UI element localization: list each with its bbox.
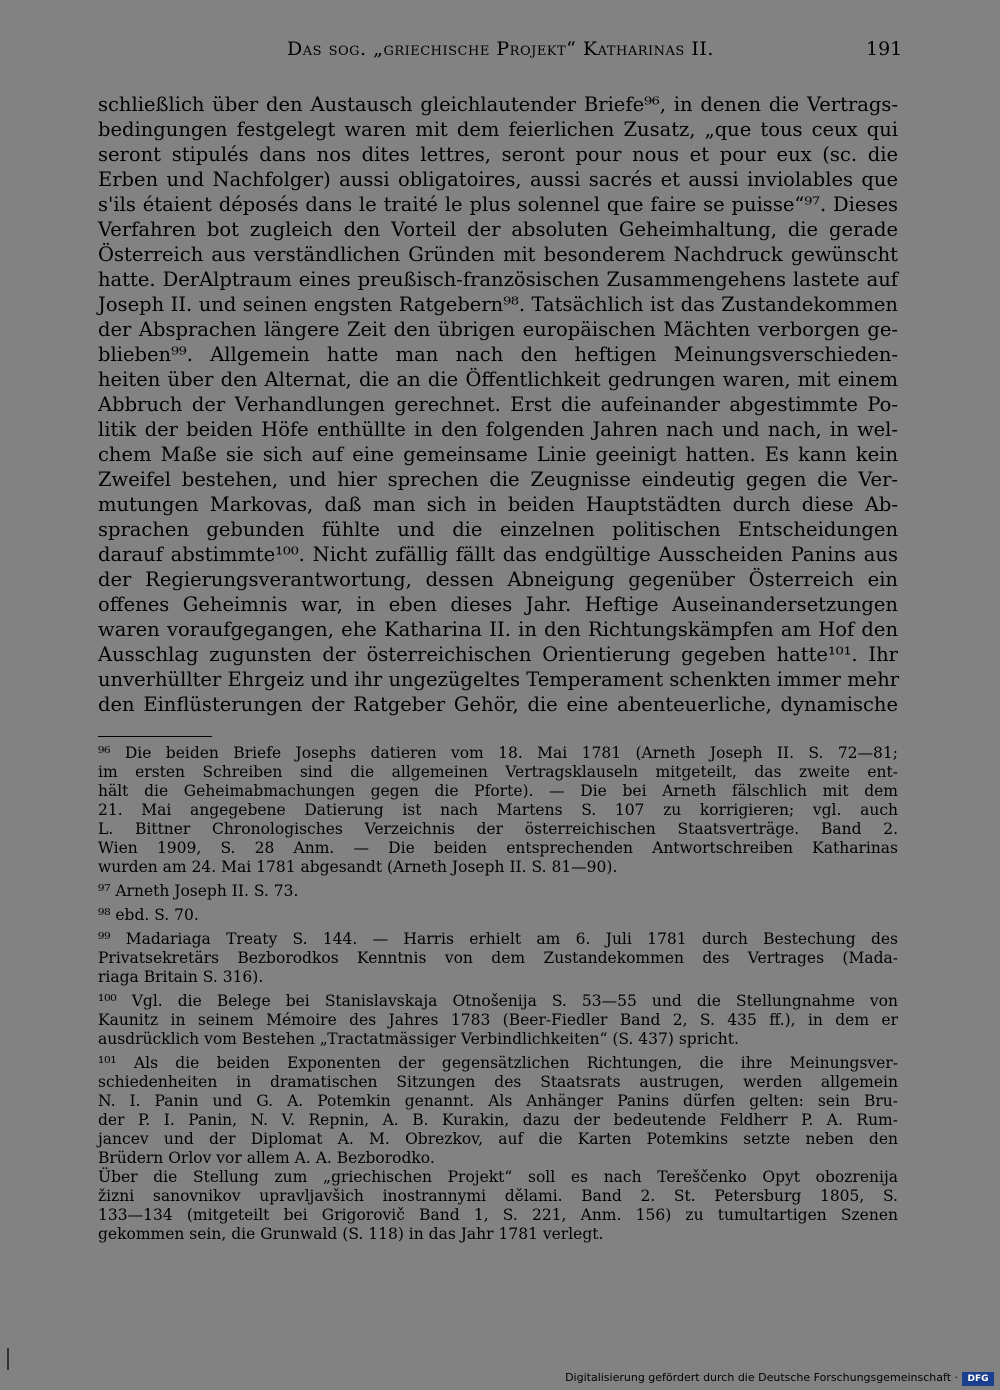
footnote-line: der P. I. Panin, N. V. Repnin, A. B. Kurakin, dazu der bedeutende Feldherr P. A. Rum-: [98, 1111, 898, 1129]
footnote-101: [98, 1054, 898, 1244]
footnote-line: ⁹⁷ Arneth Joseph II. S. 73.: [98, 882, 299, 900]
page-number: 191: [866, 38, 903, 60]
body-line: der Regierungsverantwortung, dessen Abneigung gegenüber Österreich ein: [98, 568, 898, 591]
body-line: heiten über den Alternat, die an die Öffentlichkeit gedrungen waren, mit einem: [98, 368, 898, 391]
footnote-line: Wien 1909, S. 28 Anm. — Die beiden entsprechenden Antwortschreiben Katharinas: [98, 839, 898, 857]
body-line: den Einflüsterungen der Ratgeber Gehör, die eine abenteuerliche, dynamische: [98, 693, 898, 716]
running-header: [0, 38, 1000, 68]
footnote-line: wurden am 24. Mai 1781 abgesandt (Arneth Joseph II. S. 81—90).: [98, 858, 618, 876]
body-line: Erben und Nachfolger) aussi obligatoires, aussi sacrés et aussi inviolables que: [98, 168, 898, 191]
body-line: s'ils étaient déposés dans le traité le plus solennel que faire se puisse“⁹⁷. Dieses: [98, 193, 898, 216]
body-line: seront stipulés dans nos dites lettres, seront pour nous et pour eux (sc. die: [98, 143, 898, 166]
footnote-line: ⁹⁹ Madariaga Treaty S. 144. — Harris erhielt am 6. Juli 1781 durch Bestechung des: [98, 930, 898, 948]
footnote-line: Kaunitz in seinem Mémoire des Jahres 1783 (Beer-Fiedler Band 2, S. 435 ff.), in dem er: [98, 1011, 898, 1029]
footnote-line: 21. Mai angegebene Datierung ist nach Martens S. 107 zu korrigieren; vgl. auch: [98, 801, 898, 819]
footnote-97: [98, 882, 898, 901]
body-line: litik der beiden Höfe enthüllte in den folgenden Jahren nach und nach, in wel-: [98, 418, 898, 441]
body-line: der Absprachen längere Zeit den übrigen europäischen Mächten verborgen ge-: [98, 318, 898, 341]
body-line: mutungen Markovas, daß man sich in beiden Hauptstädten durch diese Ab-: [98, 493, 898, 516]
footnote-line: gekommen sein, die Grunwald (S. 118) in das Jahr 1781 verlegt.: [98, 1225, 604, 1243]
body-line: schließlich über den Austausch gleichlautender Briefe⁹⁶, in denen die Vertrags-: [98, 93, 898, 116]
body-line: blieben⁹⁹. Allgemein hatte man nach den heftigen Meinungsverschieden-: [98, 343, 898, 366]
footnote-line: ausdrücklich vom Bestehen „Tractatmässiger Verbindlichkeiten“ (S. 437) spricht.: [98, 1030, 739, 1048]
footnote-line: 133—134 (mitgeteilt bei Grigorovič Band 1, S. 221, Anm. 156) zu tumultartigen Szenen: [98, 1206, 898, 1224]
footnote-line: žizni sanovnikov upravljavšich inostrannymi dělami. Band 2. St. Petersburg 1805, S.: [98, 1187, 898, 1205]
footnote-99: [98, 930, 898, 987]
footnote-separator: [98, 736, 212, 737]
footnote-line: ¹⁰¹ Als die beiden Exponenten der gegensätzlichen Richtungen, die ihre Meinungsver-: [98, 1054, 898, 1072]
margin-mark: [7, 1348, 9, 1370]
body-line: darauf abstimmte¹⁰⁰. Nicht zufällig fällt das endgültige Ausscheiden Panins aus: [98, 543, 898, 566]
body-line: offenes Geheimnis war, in eben dieses Jahr. Heftige Auseinandersetzungen: [98, 593, 898, 616]
footnote-line: L. Bittner Chronologisches Verzeichnis der österreichischen Staatsverträge. Band 2.: [98, 820, 898, 838]
footnote-96: [98, 744, 898, 877]
dfg-logo: DFG: [962, 1372, 994, 1386]
running-title: Das sog. „griechische Projekt“ Katharinas II.: [287, 38, 714, 60]
footnote-line: Über die Stellung zum „griechischen Projekt“ soll es nach Tereščenko Opyt obozrenija: [98, 1168, 898, 1186]
footnote-line: ¹⁰⁰ Vgl. die Belege bei Stanislavskaja Otnošenija S. 53—55 und die Stellungnahme von: [98, 992, 898, 1010]
body-line: bedingungen festgelegt waren mit dem feierlichen Zusatz, „que tous ceux qui: [98, 118, 898, 141]
footnote-line: riaga Britain S. 316).: [98, 968, 264, 986]
footnote-line: im ersten Schreiben sind die allgemeinen Vertragsklauseln mitgeteilt, das zweite ent-: [98, 763, 898, 781]
footnote-line: Brüdern Orlov vor allem A. A. Bezborodko.: [98, 1149, 435, 1167]
digitization-footer: [0, 1368, 1000, 1390]
body-line: waren voraufgegangen, ehe Katharina II. in den Richtungskämpfen am Hof den: [98, 618, 898, 641]
footnote-line: jancev und der Diplomat A. M. Obrezkov, auf die Karten Potemkins setzte neben den: [98, 1130, 898, 1148]
footer-credit: Digitalisierung gefördert durch die Deutsche Forschungsgemeinschaft ·: [565, 1371, 958, 1384]
body-line: Österreich aus verständlichen Gründen mit besonderem Nachdruck gewünscht: [98, 243, 898, 266]
body-line: chem Maße sie sich auf eine gemeinsame Linie geeinigt hatten. Es kann kein: [98, 443, 898, 466]
body-line: unverhüllter Ehrgeiz und ihr ungezügeltes Temperament schenkten immer mehr: [98, 668, 900, 691]
footnote-98: [98, 906, 898, 925]
footnotes: [98, 744, 898, 1249]
footnote-line: ⁹⁶ Die beiden Briefe Josephs datieren vom 18. Mai 1781 (Arneth Joseph II. S. 72—81;: [98, 744, 898, 762]
footnote-line: ⁹⁸ ebd. S. 70.: [98, 906, 199, 924]
footnote-line: hält die Geheimabmachungen gegen die Pforte). — Die bei Arneth fälschlich mit dem: [98, 782, 898, 800]
body-text: [98, 92, 898, 717]
footnote-line: N. I. Panin und G. A. Potemkin genannt. Als Anhänger Panins dürfen gelten: sein Bru-: [98, 1092, 898, 1110]
body-line: hatte. DerAlptraum eines preußisch-französischen Zusammengehens lastete auf: [98, 268, 898, 291]
footnote-100: [98, 992, 898, 1049]
body-line: Zweifel bestehen, und hier sprechen die Zeugnisse eindeutig gegen die Ver-: [98, 468, 898, 491]
footnote-line: Privatsekretärs Bezborodkos Kenntnis von dem Zustandekommen des Vertrages (Mada-: [98, 949, 898, 967]
body-line: Ausschlag zugunsten der österreichischen Orientierung gegeben hatte¹⁰¹. Ihr: [98, 643, 898, 666]
body-line: sprachen gebunden fühlte und die einzelnen politischen Entscheidungen: [98, 518, 898, 541]
body-line: Abbruch der Verhandlungen gerechnet. Erst die aufeinander abgestimmte Po-: [98, 393, 898, 416]
footnote-line: schiedenheiten in dramatischen Sitzungen des Staatsrats austrugen, werden allgemein: [98, 1073, 898, 1091]
body-line: Joseph II. und seinen engsten Ratgebern⁹⁸. Tatsächlich ist das Zustandekommen: [98, 293, 898, 316]
body-line: Verfahren bot zugleich den Vorteil der absoluten Geheimhaltung, die gerade: [98, 218, 898, 241]
